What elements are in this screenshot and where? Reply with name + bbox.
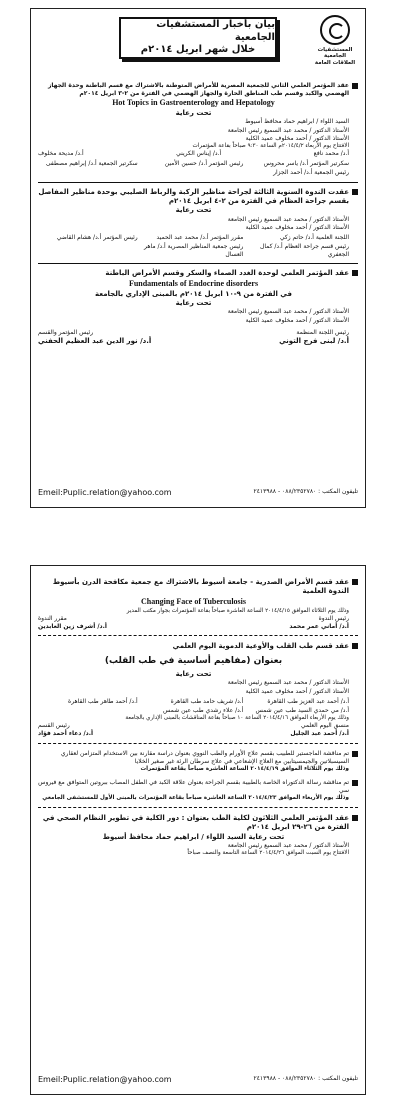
item-2-text: عقد قسم طب القلب والأوعية الدموية اليوم العلمي — [172, 642, 349, 651]
committee-3: رئيس المؤتمر أ.د/ هشام القاضي — [56, 234, 138, 242]
square-bullet-icon — [352, 270, 358, 276]
conference-3-head-names — [38, 337, 349, 346]
item-1-role-2: مقرر الندوة — [38, 615, 67, 623]
crescent-logo-icon — [320, 15, 350, 45]
conference-1-sponsor-1: السيد اللواء / ابراهيم حماد محافظ أسيوط — [245, 118, 349, 126]
conference-3-english-title: Fundamentals of Endocrine disorders — [128, 278, 259, 288]
item-4-date: وذلك يوم الأربعاء الموافق ٢٠١٤/٤/٢٣ الساعة العاشرة صباحاً بقاعة المؤتمرات بالمبنى الأول للمستشفى الجامعي — [42, 795, 349, 802]
item-1-names — [38, 623, 349, 631]
item-1-name-1: أ.د/ أماني عمر محمد — [289, 623, 349, 631]
conference-1-sponsor-3: الأستاذ الدكتور / أحمد مخلوف عميد الكلية — [245, 134, 349, 142]
conference-item-2 — [38, 188, 358, 260]
conference-item-3 — [38, 269, 358, 346]
item-4-text: تم مناقشة رسالة الدكتوراه الخاصة بالطبيبة بقسم الجراحة بعنوان علاقة الكبد في الطفل المصاب ببروتين المتوافق مع فيروس سي — [38, 779, 349, 795]
office-phone: تليفون المكتب : ٠٨٨/٢٣٥٢٧٨٠ - ٢٤١٣٩٨٨ — [253, 1075, 358, 1083]
item-2-role-2: رئيس القسم — [38, 722, 70, 730]
conference-2-intro: عقدت الندوة السنوية الثالثة لجراحة مناظير الركبة والرباط الصليبي بوحدة مناظير المفاصل بقسم جراحة العظام في الفترة من ٢-٤ ابريل ٢٠١٤م — [38, 187, 349, 205]
conference-3-role-1: رئيس اللجنة المنظمة — [296, 328, 349, 336]
item-2-patronage: تحت رعاية — [175, 669, 212, 678]
conference-3-role-2: رئيس المؤتمر والقسم — [38, 328, 94, 336]
item-2-name-2: أ.د/ دعاء أحمد فؤاد — [38, 730, 94, 738]
speaker-5: أ.د/ علاء رشدي طب عين شمس — [163, 706, 244, 714]
square-bullet-icon — [352, 83, 358, 89]
page-2-item-5 — [38, 814, 358, 858]
conference-3-name-1: أ.د/ لبنى فرج التوني — [279, 336, 349, 345]
item-2-role-1: منسق اليوم العلمي — [300, 722, 349, 730]
page-2-footer — [38, 1075, 358, 1086]
head-1: أ.د/ محمد نافع — [313, 150, 349, 158]
second-document-page — [30, 565, 366, 1095]
item-3-text: تم مناقشة الماجستير للطبيب بقسم علاج الأورام والطب النووي بعنوان دراسة مقارنة بين الاستخدام المتزامن لعقاري السيسبلاتين والجيمسيتابين مع العلاج الإشعاعي في علاج سرطان الرئة غير صغير الخلايا — [60, 749, 349, 765]
item-1-date: وذلك يوم الثلاثاء الموافق ٢٠١٤/٤/١٥ الساعة العاشرة صباحاً بقاعة المؤتمرات بجوار مكتب المدير — [126, 607, 349, 614]
conference-2-committee — [38, 234, 349, 259]
email-address: Emeil:Puplic.relation@yahoo.com — [38, 1075, 172, 1085]
hospital-logo — [312, 15, 358, 66]
square-bullet-icon — [352, 643, 358, 649]
conference-1-sponsor-2: الأستاذ الدكتور / محمد عبد السميع رئيس الجامعة — [227, 126, 349, 134]
item-1-english-title: Changing Face of Tuberculosis — [141, 596, 246, 606]
conference-3-sponsor-1: الأستاذ الدكتور / محمد عبد السميع رئيس الجامعة — [227, 308, 349, 316]
square-bullet-icon — [352, 579, 358, 585]
speaker-2: أ.د/ شريف حامد طب القاهرة — [170, 697, 244, 705]
head-2: أ.د/ إيناس الكريني — [176, 150, 222, 158]
conference-2-sponsor-1: الأستاذ الدكتور / محمد عبد السميع رئيس الجامعة — [227, 215, 349, 223]
head-3: أ.د/ مديحة مخلوف — [38, 150, 84, 158]
item-2-name-1: أ.د/ أحمد عبد الجليل — [290, 730, 349, 738]
page-2-item-1 — [38, 578, 358, 631]
conference-1-english-title: Hot Topics in Gastroenterology and Hepatology — [112, 98, 275, 108]
page-2-item-4 — [38, 779, 358, 803]
item-2-date: وذلك يوم الأربعاء الموافق ٢٠١٤/٤/١٦ الساعة ١٠ صباحاً بقاعة المناقشات بالمبنى الإداري بالجامعة — [125, 714, 349, 721]
item-5-text: عقد المؤتمر العلمي الثلاثون لكلية الطب بعنوان : دور الكلية في تطوير النظام الصحي في الفترة من ٢٦-٢٩ ابريل ٢٠١٤م — [42, 814, 349, 832]
conference-1-time: الافتتاح يوم الأربعاء ٢٠١٤/٤/٢م الساعة ٩:٣٠ صباحاً بقاعة المؤتمرات — [192, 142, 349, 149]
news-title-box — [119, 17, 277, 59]
conference-2-sponsor-2: الأستاذ الدكتور / أحمد مخلوف عميد الكلية — [245, 223, 349, 231]
item-5-time: الافتتاح يوم السبت الموافق ٢٠١٤/٤/٢٦ الساعة التاسعة والنصف صباحاً — [187, 850, 349, 857]
item-1-role-1: رئيس الندوة — [318, 615, 349, 623]
item-2-head-names — [38, 730, 349, 738]
conference-1-heads — [38, 150, 349, 158]
secretary-1: سكرتير المؤتمر أ.د/ ياسر محروس — [263, 160, 349, 168]
item-1-name-2: أ.د/ أشرف زين العابدين — [38, 623, 107, 631]
item-3-date: وذلك يوم الثلاثاء الموافق ٢٠١٤/٤/١٩ الساعة العاشرة صباحاً بقاعة المؤتمرات — [140, 765, 349, 772]
square-bullet-icon — [352, 815, 358, 821]
secretary-4: رئيس الجمعية أ.د/ أحمد الجزار — [273, 169, 349, 177]
speaker-3: أ.د/ أحمد طاهر طب القاهرة — [68, 697, 138, 705]
committee-5: رئيس جمعية المناظير المصرية أ.د/ ماهر العسال — [144, 243, 244, 259]
square-bullet-icon — [352, 751, 358, 757]
square-bullet-icon — [352, 780, 358, 786]
conference-1-intro: عقد المؤتمر العلمي الثاني للجمعية المصرية للأمراض المتوطنة بالاشتراك مع قسم الباطنة وحدة الجهاز الهضمي والكبد وقسم طب المناطق الحارة والجهاز الهضمي في الفترة من ٢-٣ ابريل ٢٠١٤م — [47, 82, 349, 98]
conference-3-head-roles — [38, 329, 349, 337]
committee-2: مقرر المؤتمر أ.د/ محمد عبد الحميد — [156, 234, 244, 242]
item-2-speakers — [38, 698, 349, 715]
committee-4: رئيس قسم جراحة العظام أ.د/ كمال الجعفري — [259, 243, 349, 259]
item-5-patronage: تحت رعاية السيد اللواء / ابراهيم حماد محافظ أسيوط — [102, 832, 285, 841]
item-2-sponsor-2: الأستاذ الدكتور / أحمد مخلوف عميد الكلية — [245, 687, 349, 695]
item-1-text: عقد قسم الأمراض الصدرية - جامعة أسيوط بالاشتراك مع جمعية مكافحة الدرن بأسيوط الندوة العلمية — [52, 578, 349, 596]
page-2-item-3 — [38, 750, 358, 774]
logo-line-2: العلاقات العامة — [314, 59, 356, 66]
logo-line-1: المستشفيات الجامعية — [317, 47, 353, 60]
item-5-sponsor: الأستاذ الدكتور / محمد عبد السميع رئيس الجامعة — [227, 842, 349, 850]
conference-1-patronage: تحت رعاية — [175, 108, 212, 117]
conference-3-patronage: تحت رعاية — [175, 298, 212, 307]
document-header — [38, 15, 358, 77]
speaker-1: أ.د/ أحمد عبد العزيز طب القاهرة — [267, 697, 349, 705]
conference-3-sponsor-2: الأستاذ الدكتور / أحمد مخلوف عميد الكلية — [245, 316, 349, 324]
conference-3-date: في الفترة من ٩-١٠ ابريل ٢٠١٤م بالمبنى الإداري بالجامعة — [95, 289, 292, 298]
speaker-4: أ.د/ مي حمدي السيد طب عين شمس — [255, 706, 349, 714]
first-document-page — [30, 8, 366, 508]
secretary-2: رئيس المؤتمر أ.د/ حسين الأمين — [164, 160, 244, 168]
conference-2-patronage: تحت رعاية — [175, 206, 212, 215]
conference-item-1 — [38, 82, 358, 178]
item-2-sponsor-1: الأستاذ الدكتور / محمد عبد السميع رئيس الجامعة — [227, 679, 349, 687]
conference-3-name-2: أ.د/ نور الدين عبد العظيم الحفني — [38, 336, 152, 345]
secretary-3: سكرتير الجمعية أ.د/ إبراهيم مصطفى — [45, 160, 138, 168]
page-1-footer — [38, 488, 358, 499]
office-phone: تليفون المكتب : ٠٨٨/٢٣٥٢٧٨٠ - ٢٤١٣٩٨٨ — [253, 488, 358, 496]
email-address: Emeil:Puplic.relation@yahoo.com — [38, 488, 172, 498]
conference-3-intro: عقد المؤتمر العلمي لوحدة الغدد الصماء والسكر وقسم الأمراض الباطنة — [105, 269, 349, 278]
item-2-title: بعنوان (مفاهيم أساسية في طب القلب) — [104, 655, 283, 666]
square-bullet-icon — [352, 189, 358, 195]
page-2-item-2 — [38, 642, 358, 738]
title-line-1: بيان بأخبار المستشفيات الجامعية — [156, 19, 275, 43]
committee-1: اللجنة العلمية أ.د/ حاتم زكي — [279, 234, 349, 242]
conference-1-secretary-grid — [38, 160, 349, 177]
title-line-2: خلال شهر ابريل ٢٠١٤م — [140, 44, 256, 56]
